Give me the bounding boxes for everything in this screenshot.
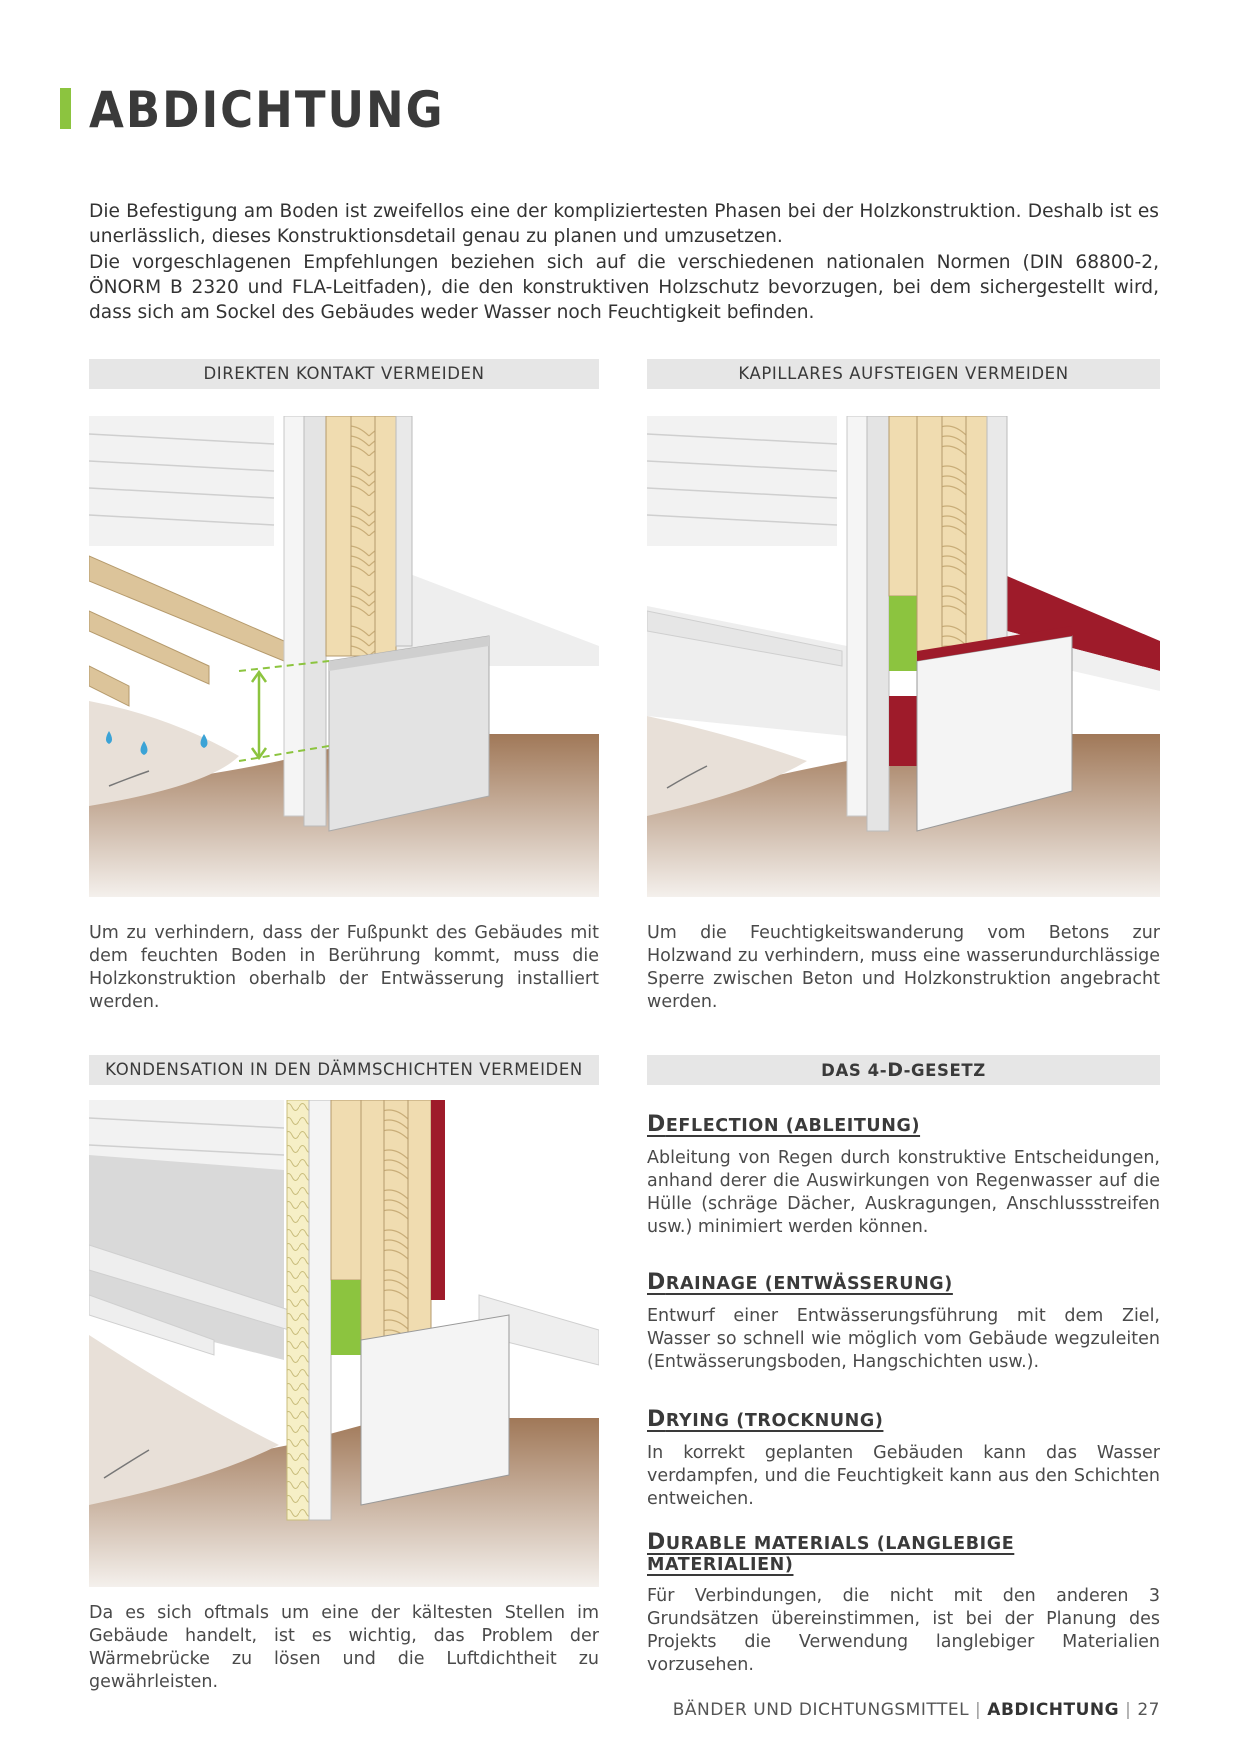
- section-header-capillary-rise: KAPILLARES AUFSTEIGEN VERMEIDEN: [647, 359, 1160, 389]
- law-item-deflection: [647, 1112, 1160, 1239]
- law-title: [647, 1112, 1160, 1137]
- law-title: [647, 1270, 1160, 1295]
- law-title: [647, 1407, 1160, 1432]
- caption-capillary-rise: Um die Feuchtigkeitswanderung vom Betons zur Holzwand zu verhindern, muss eine wasserundurchlässige Sperre zwischen Beton und Holzkonstruktion angebracht werden.: [647, 923, 1160, 1012]
- footer-section: BÄNDER UND DICHTUNGSMITTEL: [672, 1700, 970, 1720]
- footer-separator: |: [975, 1700, 982, 1720]
- illustration-condensation: [89, 1100, 599, 1587]
- law-header-d: D: [887, 1059, 904, 1081]
- law-title-rest: EFLECTION (ABLEITUNG): [665, 1116, 921, 1136]
- law-initial: D: [647, 1530, 666, 1555]
- law-initial: D: [647, 1112, 666, 1137]
- law-title: [647, 1530, 1160, 1575]
- law-item-drainage: [647, 1270, 1160, 1374]
- law-initial: D: [647, 1270, 666, 1295]
- intro-text: [89, 199, 1159, 325]
- illustration-direct-contact: [89, 416, 599, 897]
- law-title-rest: RAINAGE (ENTWÄSSERUNG): [665, 1274, 953, 1294]
- illustration-capillary-rise: [647, 416, 1160, 897]
- footer-chapter: ABDICHTUNG: [987, 1700, 1120, 1720]
- law-text: Entwurf einer Entwässerungsführung mit dem Ziel, Wasser so schnell wie möglich vom Gebäude wegzuleiten (Entwässerungsboden, Hangschichten usw.).: [647, 1306, 1160, 1372]
- law-item-durable-materials: [647, 1530, 1160, 1677]
- law-title-rest: URABLE MATERIALS (LANGLEBIGE MATERIALIEN): [647, 1534, 1015, 1575]
- footer-separator: |: [1125, 1700, 1132, 1720]
- title-accent-bar: [60, 88, 71, 129]
- intro-paragraph: Die vorgeschlagenen Empfehlungen beziehen sich auf die verschiedenen nationalen Normen (DIN 68800-2, ÖNORM B 2320 und FLA-Leitfaden), die den konstruktiven Holzschutz bevorzugen, bei dem sichergestellt wird, dass sich am Sockel des Gebäudes weder Wasser noch Feuchtigkeit befinden.: [89, 252, 1159, 323]
- law-text: In korrekt geplanten Gebäuden kann das Wasser verdampfen, und die Feuchtigkeit kann aus den Schichten entweichen.: [647, 1443, 1160, 1509]
- section-header-condensation: KONDENSATION IN DEN DÄMMSCHICHTEN VERMEIDEN: [89, 1055, 599, 1085]
- section-header-direct-contact: DIREKTEN KONTAKT VERMEIDEN: [89, 359, 599, 389]
- law-header-prefix: DAS 4-: [821, 1061, 888, 1080]
- law-text: Für Verbindungen, die nicht mit den anderen 3 Grundsätzen übereinstimmen, ist bei der Planung des Projekts die Verwendung langlebiger Materialien vorzusehen.: [647, 1586, 1160, 1675]
- caption-direct-contact: Um zu verhindern, dass der Fußpunkt des Gebäudes mit dem feuchten Boden in Berührung kommt, muss die Holzkonstruktion oberhalb der Entwässerung installiert werden.: [89, 923, 599, 1012]
- caption-condensation: Da es sich oftmals um eine der kältesten Stellen im Gebäude handelt, ist es wichtig, das Problem der Wärmebrücke zu lösen und die Luftdichtheit zu gewährleisten.: [89, 1603, 599, 1692]
- law-text: Ableitung von Regen durch konstruktive Entscheidungen, anhand derer die Auswirkungen von Regenwasser auf die Hülle (schräge Dächer, Auskragungen, Anschlussstreifen usw.) minimiert werden können.: [647, 1148, 1160, 1237]
- section-header-4d-law: [647, 1055, 1160, 1085]
- footer-page-number: 27: [1137, 1700, 1160, 1720]
- intro-paragraph: Die Befestigung am Boden ist zweifellos eine der kompliziertesten Phasen bei der Holzkonstruktion. Deshalb ist es unerlässlich, dieses Konstruktionsdetail genau zu planen und umzusetzen.: [89, 201, 1159, 247]
- law-header-suffix: -GESETZ: [903, 1061, 986, 1080]
- law-item-drying: [647, 1407, 1160, 1511]
- page-title: ABDICHTUNG: [89, 81, 445, 139]
- law-title-rest: RYING (TROCKNUNG): [665, 1411, 884, 1431]
- law-initial: D: [647, 1407, 666, 1432]
- page-footer: [673, 1700, 1160, 1720]
